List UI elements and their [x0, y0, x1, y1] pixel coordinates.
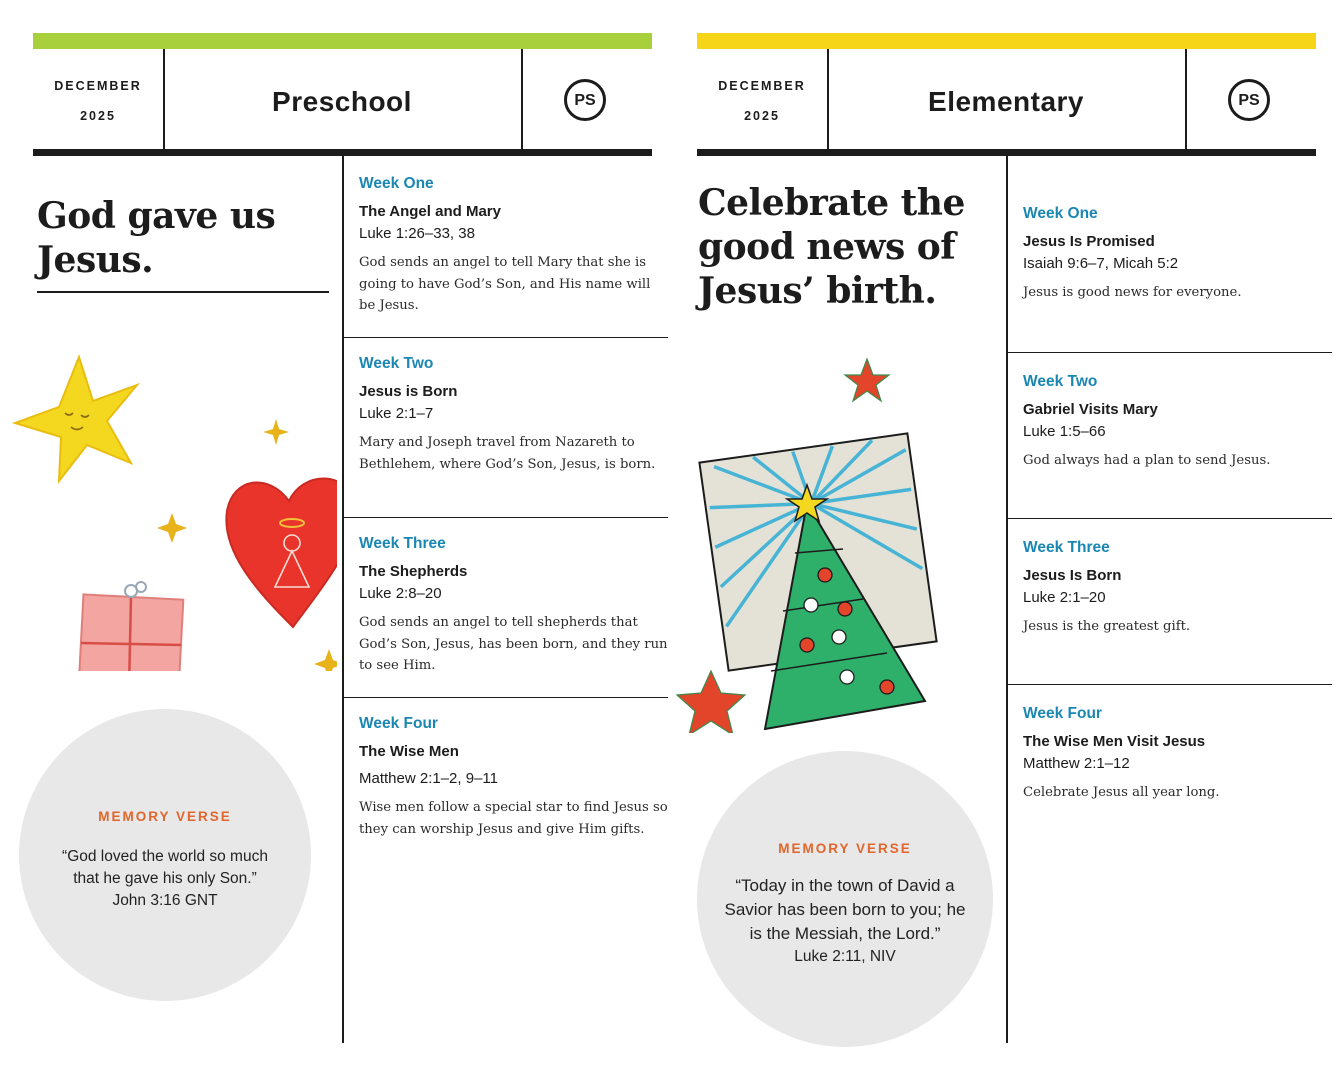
- week-label: Week Two: [1023, 373, 1098, 390]
- week-title: Jesus is Born: [359, 383, 458, 400]
- illustration-group: [667, 353, 957, 733]
- headline-line: Jesus’ birth.: [698, 270, 937, 312]
- week-title: The Wise Men Visit Jesus: [1023, 733, 1206, 750]
- heart-angel-icon: [226, 479, 337, 628]
- illustration-group: [7, 351, 337, 671]
- headline-line: Jesus.: [37, 239, 154, 281]
- header-rule: [697, 149, 1316, 156]
- week-label: Week Three: [359, 535, 446, 552]
- accent-bar: [33, 33, 652, 49]
- header-divider: [521, 49, 523, 149]
- date-block: [697, 49, 827, 149]
- memory-verse: [697, 751, 993, 1047]
- week-description: God always had a plan to send Jesus.: [1023, 453, 1271, 468]
- headline: [698, 181, 965, 313]
- week-title: Jesus Is Promised: [1023, 233, 1155, 250]
- header: [33, 49, 652, 149]
- page-title: Preschool: [272, 86, 412, 117]
- date-year: 2025: [744, 109, 780, 123]
- week-reference: Luke 1:26–33, 38: [359, 225, 475, 242]
- week-description: God sends an angel to tell Mary that she is going to have God’s Son, and His name will be Jesus.: [359, 255, 651, 313]
- date-block: [33, 49, 163, 149]
- week-label: Week One: [1023, 205, 1098, 222]
- memory-verse-reference: John 3:16 GNT: [112, 892, 218, 909]
- week-description: Jesus is the greatest gift.: [1023, 619, 1191, 634]
- ps-logo-icon: PS: [1228, 79, 1270, 121]
- ps-logo-icon: PS: [564, 79, 606, 121]
- week-description: Celebrate Jesus all year long.: [1023, 785, 1220, 800]
- week-reference: Luke 2:1–20: [1023, 589, 1106, 606]
- week-item: [359, 175, 669, 338]
- week-description: God sends an angel to tell shepherds that God’s Son, Jesus, has been born, and they run to see Him.: [359, 615, 668, 673]
- week-title: Gabriel Visits Mary: [1023, 401, 1158, 418]
- header-rule: [33, 149, 652, 156]
- memory-verse-text: “Today in the town of David a Savior has been born to you; he is the Messiah, the Lord.”: [724, 876, 966, 943]
- week-description: Jesus is good news for everyone.: [1023, 285, 1242, 300]
- elementary-panel: [697, 33, 1316, 1043]
- week-reference: Luke 2:1–7: [359, 405, 434, 422]
- gift-box-icon: [79, 582, 184, 671]
- memory-verse-text: “God loved the world so much that he gave his only Son.”: [62, 848, 268, 887]
- column-divider: [1006, 156, 1008, 1043]
- memory-verse-label: MEMORY VERSE: [778, 841, 912, 856]
- column-divider: [342, 156, 344, 1043]
- memory-verse-label: MEMORY VERSE: [98, 809, 232, 824]
- date-month: DECEMBER: [718, 79, 806, 93]
- headline: [37, 194, 275, 282]
- preschool-panel: [33, 33, 668, 1043]
- headline-line: Celebrate the: [698, 182, 965, 224]
- week-label: Week Four: [1023, 705, 1102, 722]
- week-item: [1023, 519, 1333, 685]
- week-reference: Isaiah 9:6–7, Micah 5:2: [1023, 255, 1179, 272]
- weeks-list: [1023, 205, 1333, 804]
- week-title: Jesus Is Born: [1023, 567, 1122, 584]
- week-reference: Luke 2:8–20: [359, 585, 442, 602]
- week-reference: Matthew 2:1–2, 9–11: [359, 770, 498, 787]
- week-label: Week One: [359, 175, 434, 192]
- week-item: [359, 698, 669, 840]
- smiling-star-icon: [15, 357, 137, 481]
- week-title: The Wise Men: [359, 743, 459, 760]
- week-description: Wise men follow a special star to find Jesus so they can worship Jesus and give Him gifts.: [359, 800, 668, 837]
- christmas-tree-icon: [699, 433, 936, 729]
- week-label: Week Three: [1023, 539, 1110, 556]
- memory-verse-reference: Luke 2:11, NIV: [794, 948, 896, 965]
- week-description: Mary and Joseph travel from Nazareth to Bethlehem, where God’s Son, Jesus, is born.: [359, 435, 656, 472]
- week-reference: Matthew 2:1–12: [1023, 755, 1130, 772]
- accent-bar: [697, 33, 1316, 49]
- header: [697, 49, 1316, 149]
- week-item: [1023, 205, 1333, 353]
- week-title: The Shepherds: [359, 563, 468, 580]
- week-reference: Luke 1:5–66: [1023, 423, 1106, 440]
- week-label: Week Four: [359, 715, 438, 732]
- headline-line: good news of: [698, 226, 956, 268]
- header-divider: [1185, 49, 1187, 149]
- week-item: [1023, 353, 1333, 519]
- headline-line: God gave us: [37, 195, 276, 237]
- weeks-list: [359, 175, 669, 840]
- week-title: The Angel and Mary: [359, 203, 501, 220]
- week-label: Week Two: [359, 355, 434, 372]
- week-item: [1023, 685, 1333, 804]
- date-year: 2025: [80, 109, 116, 123]
- memory-verse: [19, 709, 311, 1001]
- week-item: [359, 338, 669, 518]
- date-month: DECEMBER: [54, 79, 142, 93]
- headline-rule: [37, 291, 329, 293]
- week-item: [359, 518, 669, 698]
- page-title: Elementary: [928, 86, 1084, 117]
